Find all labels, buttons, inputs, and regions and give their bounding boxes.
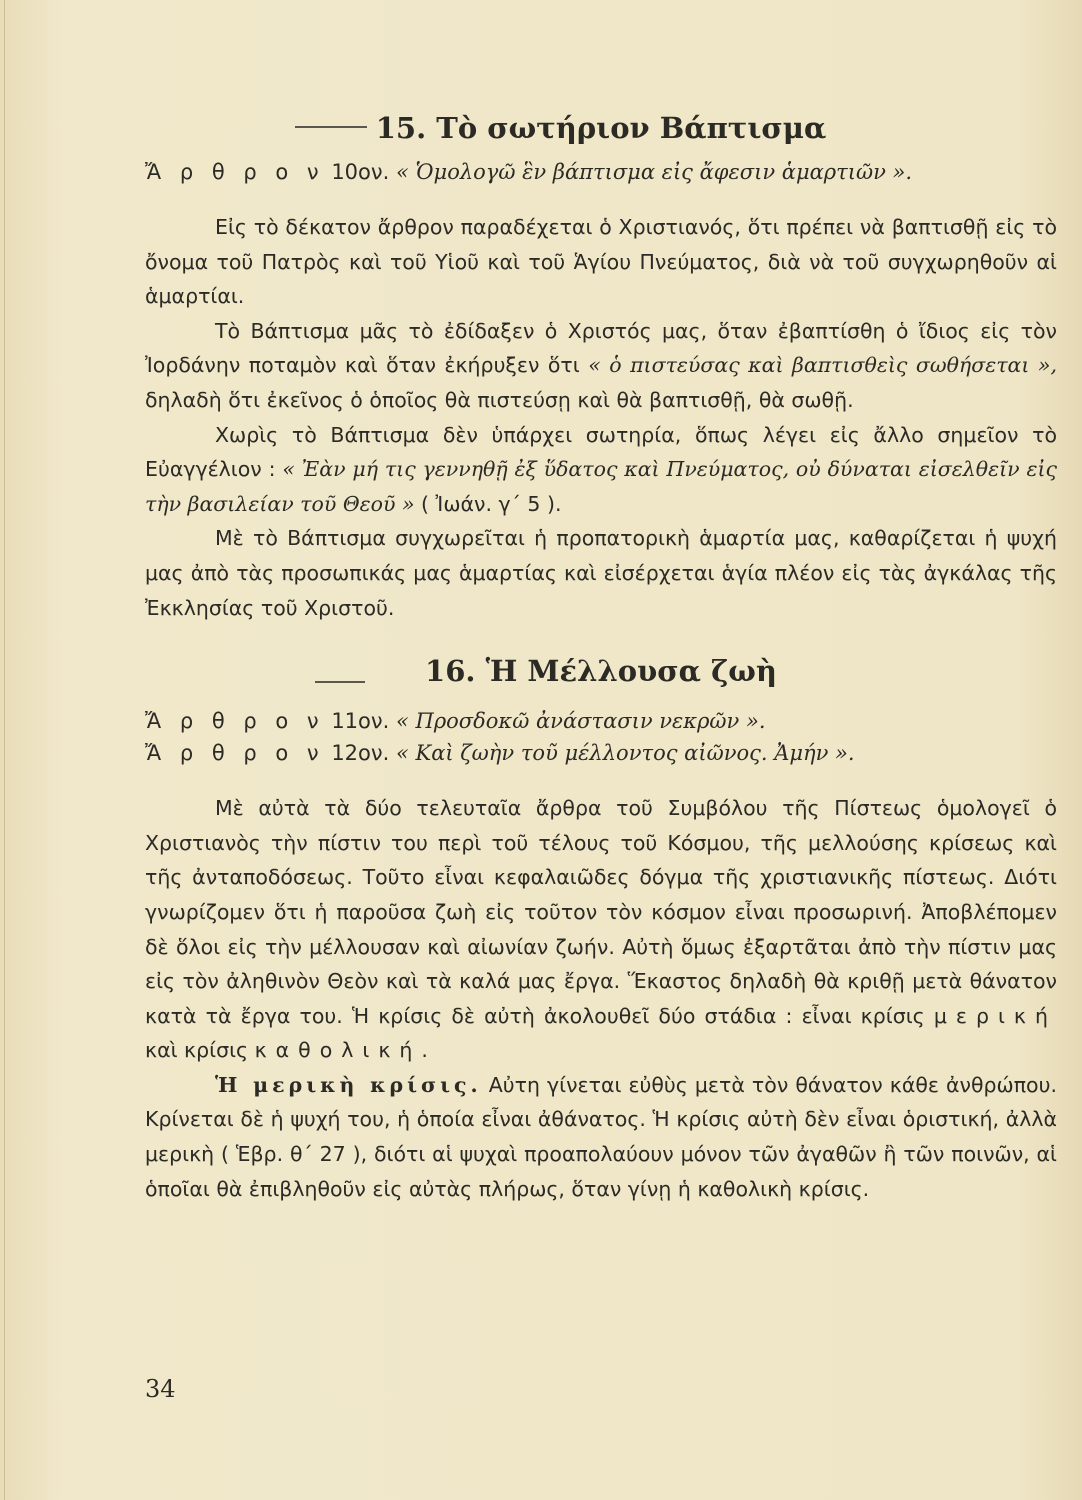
- section-16-heading: 16. Ἡ Μέλλουσα ζωὴ: [145, 651, 1057, 691]
- page-edge-line: [4, 0, 5, 1500]
- heading-dash: [295, 126, 367, 128]
- s15-paragraph-3: Χωρὶς τὸ Βάπτισμα δὲν ὑπάρχει σωτηρία, ὅπως λέγει εἰς ἄλλο σημεῖον τὸ Εὐαγγέλιον : « Ἐὰν μή τις γεννηθῇ ἐξ ὕδατος καὶ Πνεύματος, οὐ δύναται εἰσελθεῖν εἰς τὴν βασιλείαν τοῦ Θεοῦ » ( Ἰωάν. γ΄ 5 ).: [145, 422, 1057, 516]
- s15-paragraph-2: Τὸ Βάπτισμα μᾶς τὸ ἐδίδαξεν ὁ Χριστός μας, ὅταν ἐβαπτίσθη ὁ ἴδιος εἰς τὸν Ἰορδάνην ποταμὸν καὶ ὅταν ἐκήρυξεν ὅτι « ὁ πιστεύσας καὶ βαπτισθεὶς σωθήσεται », δηλαδὴ ὅτι ἐκεῖνος ὁ ὁποῖος θὰ πιστεύσῃ καὶ θὰ βαπτισθῇ, θὰ σωθῇ.: [145, 318, 1057, 412]
- article-11-line: Ἄ ρ θ ρ ο ν 11ον. « Προσδοκῶ ἀνάστασιν νεκρῶν ».: [145, 709, 766, 734]
- page-content: [145, 108, 1057, 1206]
- s15-paragraph-4: Μὲ τὸ Βάπτισμα συγχωρεῖται ἡ προπατορικὴ ἁμαρτία μας, καθαρίζεται ἡ ψυχή μας ἀπὸ τὰς προσωπικάς μας ἁμαρτίας καὶ εἰσέρχεται ἁγία πλέον εἰς τὰς ἀγκάλας τῆς Ἐκκλησίας τοῦ Χριστοῦ.: [145, 526, 1057, 620]
- s15-paragraph-1: Εἰς τὸ δέκατον ἄρθρον παραδέχεται ὁ Χριστιανός, ὅτι πρέπει νὰ βαπτισθῇ εἰς τὸ ὄνομα τοῦ Πατρὸς καὶ τοῦ Υἱοῦ καὶ τοῦ Ἁγίου Πνεύματος, διὰ νὰ τοῦ συγχωρηθοῦν αἱ ἁμαρτίαι.: [145, 215, 1057, 309]
- heading-dash: [315, 681, 365, 683]
- page-number: 34: [145, 1375, 176, 1403]
- s16-paragraph-1: Μὲ αὐτὰ τὰ δύο τελευταῖα ἄρθρα τοῦ Συμβόλου τῆς Πίστεως ὁμολογεῖ ὁ Χριστιανὸς τὴν πίστιν του περὶ τοῦ τέλους τοῦ Κόσμου, τῆς μελλούσης κρίσεως καὶ τῆς ἀνταποδόσεως. Τοῦτο εἶναι κεφαλαιῶδες δόγμα τῆς χριστιανικῆς πίστεως. Διότι γνωρίζομεν ὅτι ἡ παροῦσα ζωὴ εἰς τοῦτον τὸν κόσμον εἶναι προσωρινή. Ἀποβλέπομεν δὲ ὅλοι εἰς τὴν μέλλουσαν καὶ αἰωνίαν ζωήν. Αὐτὴ ὅμως ἐξαρτᾶται ἀπὸ τὴν πίστιν μας εἰς τὸν ἀληθινὸν Θεὸν καὶ τὰ καλά μας ἔργα. Ἕκαστος δηλαδὴ θὰ κριθῇ μετὰ θάνατον κατὰ τὰ ἔργα του. Ἡ κρίσις δὲ αὐτὴ ἀκολουθεῖ δύο στάδια : εἶναι κρίσις μερική καὶ κρίσις καθολική.: [145, 796, 1057, 1063]
- article-10-line: Ἄ ρ θ ρ ο ν 10ον. « Ὁμολογῶ ἓν βάπτισμα εἰς ἄφεσιν ἁμαρτιῶν ».: [145, 160, 913, 184]
- article-12-line: Ἄ ρ θ ρ ο ν 12ον. « Καὶ ζωὴν τοῦ μέλλοντος αἰῶνος. Ἀμήν ».: [145, 741, 855, 766]
- s16-paragraph-2: Ἡ μερικὴ κρίσις. Αὐτη γίνεται εὐθὺς μετὰ τὸν θάνατον κάθε ἀνθρώπου. Κρίνεται δὲ ἡ ψυχή του, ἡ ὁποία εἶναι ἀθάνατος. Ἡ κρίσις αὐτὴ δὲν εἶναι ὁριστική, ἀλλὰ μερικὴ ( Ἑβρ. θ΄ 27 ), διότι αἱ ψυχαὶ προαπολαύουν μόνον τῶν ἀγαθῶν ἢ τῶν ποινῶν, αἱ ὁποῖαι θὰ ἐπιβληθοῦν εἰς αὐτὰς πλήρως, ὅταν γίνῃ ἡ καθολικὴ κρίσις.: [145, 1072, 1057, 1201]
- section-15-heading: 15. Τὸ σωτήριον Βάπτισμα: [145, 108, 1057, 148]
